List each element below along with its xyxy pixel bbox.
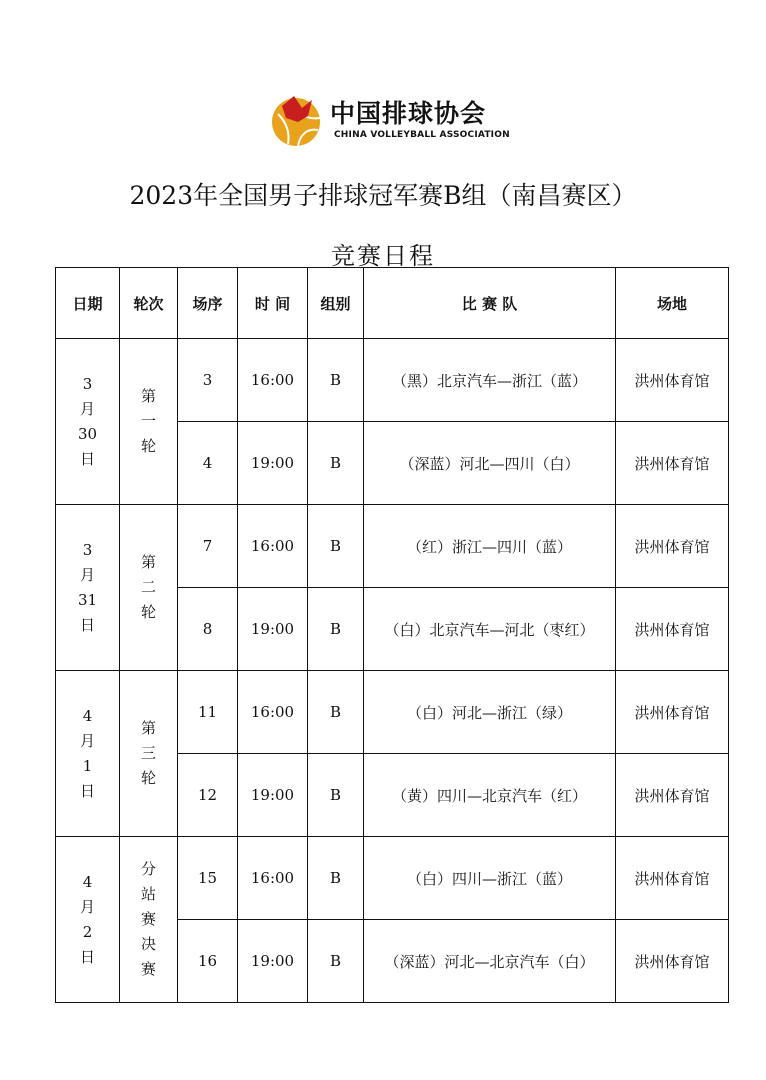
time-cell: 16:00 xyxy=(238,837,308,920)
match-no-cell: 7 xyxy=(178,505,238,588)
venue-cell: 洪州体育馆 xyxy=(616,754,729,837)
time-cell: 16:00 xyxy=(238,671,308,754)
header-venue: 场地 xyxy=(616,268,729,339)
round-cell: 第 三 轮 xyxy=(120,671,178,837)
header-teams: 比 赛 队 xyxy=(364,268,616,339)
header-time: 时 间 xyxy=(238,268,308,339)
association-logo xyxy=(268,92,510,152)
competition-schedule-table xyxy=(55,267,729,1003)
header-match-no: 场序 xyxy=(178,268,238,339)
match-no-cell: 3 xyxy=(178,339,238,422)
venue-cell: 洪州体育馆 xyxy=(616,505,729,588)
group-cell: B xyxy=(308,339,364,422)
group-cell: B xyxy=(308,837,364,920)
date-cell: 3 月 30 日 xyxy=(56,339,120,505)
venue-cell: 洪州体育馆 xyxy=(616,920,729,1003)
time-cell: 19:00 xyxy=(238,588,308,671)
group-cell: B xyxy=(308,920,364,1003)
venue-cell: 洪州体育馆 xyxy=(616,422,729,505)
document-title: 2023年全国男子排球冠军赛B组（南昌赛区） xyxy=(129,181,637,210)
teams-cell: （深蓝）河北—北京汽车（白） xyxy=(364,920,616,1003)
round-cell: 分 站 赛 决 赛 xyxy=(120,837,178,1003)
venue-cell: 洪州体育馆 xyxy=(616,588,729,671)
teams-cell: （白）河北—浙江（绿） xyxy=(364,671,616,754)
table-row xyxy=(56,339,729,422)
group-cell: B xyxy=(308,588,364,671)
header-group: 组别 xyxy=(308,268,364,339)
table-row xyxy=(56,671,729,754)
table-row xyxy=(56,837,729,920)
group-cell: B xyxy=(308,671,364,754)
round-cell: 第 二 轮 xyxy=(120,505,178,671)
match-no-cell: 12 xyxy=(178,754,238,837)
venue-cell: 洪州体育馆 xyxy=(616,671,729,754)
match-no-cell: 4 xyxy=(178,422,238,505)
teams-cell: （黄）四川—北京汽车（红） xyxy=(364,754,616,837)
venue-cell: 洪州体育馆 xyxy=(616,339,729,422)
date-cell: 4 月 2 日 xyxy=(56,837,120,1003)
schedule-subtitle: 竞赛日程 xyxy=(331,242,435,270)
match-no-cell: 16 xyxy=(178,920,238,1003)
round-cell: 第 一 轮 xyxy=(120,339,178,505)
date-cell: 4 月 1 日 xyxy=(56,671,120,837)
table-row xyxy=(56,505,729,588)
table-header-row xyxy=(56,268,729,339)
group-cell: B xyxy=(308,422,364,505)
time-cell: 19:00 xyxy=(238,754,308,837)
group-cell: B xyxy=(308,505,364,588)
teams-cell: （黑）北京汽车—浙江（蓝） xyxy=(364,339,616,422)
logo-name-cn: 中国排球协会 xyxy=(330,99,487,128)
header-round: 轮次 xyxy=(120,268,178,339)
volleyball-emblem-icon xyxy=(268,92,324,148)
time-cell: 16:00 xyxy=(238,505,308,588)
time-cell: 19:00 xyxy=(238,422,308,505)
match-no-cell: 8 xyxy=(178,588,238,671)
header-date: 日期 xyxy=(56,268,120,339)
match-no-cell: 11 xyxy=(178,671,238,754)
teams-cell: （深蓝）河北—四川（白） xyxy=(364,422,616,505)
teams-cell: （红）浙江—四川（蓝） xyxy=(364,505,616,588)
teams-cell: （白）北京汽车—河北（枣红） xyxy=(364,588,616,671)
group-cell: B xyxy=(308,754,364,837)
venue-cell: 洪州体育馆 xyxy=(616,837,729,920)
time-cell: 19:00 xyxy=(238,920,308,1003)
date-cell: 3 月 31 日 xyxy=(56,505,120,671)
time-cell: 16:00 xyxy=(238,339,308,422)
match-no-cell: 15 xyxy=(178,837,238,920)
teams-cell: （白）四川—浙江（蓝） xyxy=(364,837,616,920)
logo-name-en: CHINA VOLLEYBALL ASSOCIATION xyxy=(334,130,510,140)
